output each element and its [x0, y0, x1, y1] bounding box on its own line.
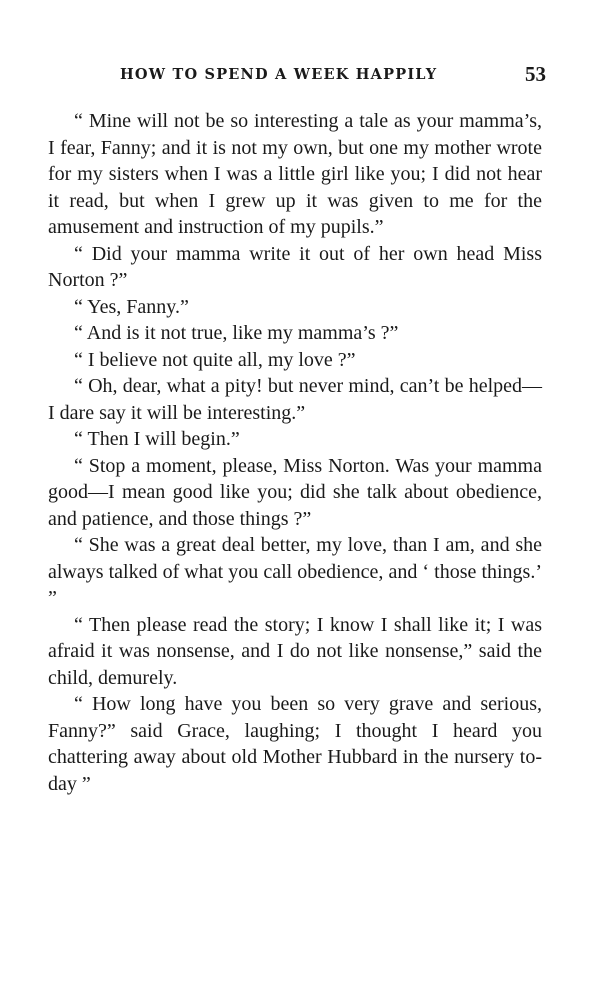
paragraph: “ Mine will not be so interesting a tale as your mamma’s, I fear, Fanny; and it is not my own, but one my mother wrote for my sisters when I was a little girl like you; I did not hear it read, but when I grew up it was given to me for the amusement and instruction of my pupils.”	[48, 110, 542, 238]
paragraph: “ Then please read the story; I know I shall like it; I was afraid it was nonsense, and I do not like nonsense,” said the child, demurely.	[48, 613, 542, 689]
paragraph: “ Yes, Fanny.”	[74, 295, 189, 318]
paragraph: “ She was a great deal better, my love, than I am, and she always talked of what you call obedience, and ‘ those things.’ ”	[48, 534, 542, 609]
paragraph: “ Stop a moment, please, Miss Norton. Was your mamma good—I mean good like you; did she talk about obedience, and patience, and those things ?”	[48, 454, 542, 530]
running-title: HOW TO SPEND A WEEK HAPPILY	[120, 66, 438, 83]
page-number: 53	[525, 62, 546, 86]
paragraph: “ I believe not quite all, my love ?”	[74, 348, 356, 371]
paragraph: “ Oh, dear, what a pity! but never mind, can’t be helped—I dare say it will be interesting.”	[48, 375, 542, 424]
paragraph: “ How long have you been so very grave and serious, Fanny?” said Grace, laughing; I thought I heard you chattering away about old Mother Hubbard in the nursery to-day ”	[48, 693, 542, 795]
paragraph: “ Did your mamma write it out of her own head Miss Norton ?”	[48, 242, 542, 291]
paragraph: “ And is it not true, like my mamma’s ?”	[74, 322, 399, 344]
page-header	[48, 62, 548, 92]
body-text	[48, 108, 542, 797]
paragraph: “ Then I will begin.”	[74, 428, 240, 450]
